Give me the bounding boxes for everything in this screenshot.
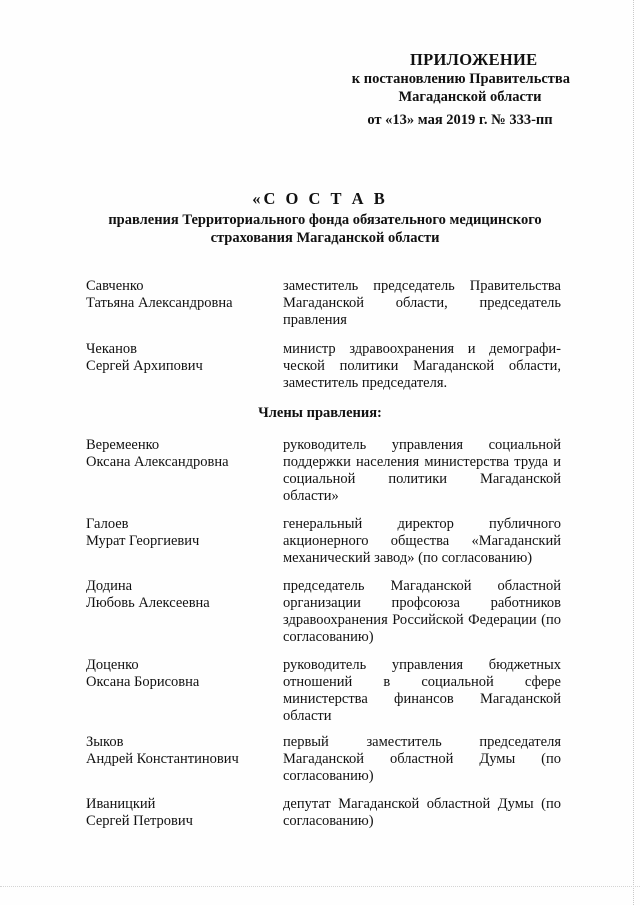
- person-given-name: Татьяна Александровна: [86, 295, 233, 311]
- appendix-label: ПРИЛОЖЕНИЕ: [410, 50, 538, 69]
- person-surname: Чеканов: [86, 341, 137, 357]
- appendix-date: от «13» мая 2019 г. № 333-пп: [367, 112, 553, 128]
- person-role: первый заместитель председателя Магаданской областной Думы (по согласованию): [283, 734, 561, 784]
- person-surname: Веремеенко: [86, 437, 160, 453]
- document-subtitle: правления Территориального фонда обязательного медицинского страхования Магаданской области: [108, 212, 542, 246]
- scan-bottom-line: [0, 886, 640, 888]
- person-surname: Додина: [86, 578, 133, 594]
- person-role: председатель Магаданской областной организации профсоюза работников здравоохранения Российской Федерации (по согласованию): [283, 578, 561, 645]
- appendix-header: [300, 50, 580, 129]
- person-role: руководитель управления бюджетных отношений в социальной сфере министерства финансов Магаданской области: [283, 657, 561, 724]
- person-given-name: Любовь Алексеевна: [86, 595, 210, 611]
- person-name: [86, 657, 271, 691]
- person-name: [86, 437, 271, 471]
- person-given-name: Сергей Архипович: [86, 358, 203, 374]
- person-name: [86, 341, 271, 375]
- person-role: руководитель управления социальной поддержки населения министерства труда и социальной политики Магаданской области»: [283, 437, 561, 504]
- members-heading: Члены правления:: [258, 405, 382, 421]
- person-name: [86, 516, 271, 550]
- person-given-name: Сергей Петрович: [86, 813, 193, 829]
- person-given-name: Оксана Александровна: [86, 454, 229, 470]
- person-surname: Иваницкий: [86, 796, 156, 812]
- person-given-name: Оксана Борисовна: [86, 674, 200, 690]
- person-surname: Доценко: [86, 657, 139, 673]
- person-role: министр здравоохранения и демографи-ческой политики Магаданской области, заместитель председателя.: [283, 341, 561, 391]
- person-surname: Савченко: [86, 278, 144, 294]
- person-role: заместитель председатель Правительства Магаданской области, председатель правления: [283, 278, 561, 328]
- person-name: [86, 796, 271, 830]
- appendix-line-1: к постановлению Правительства: [351, 71, 570, 87]
- person-given-name: Мурат Георгиевич: [86, 533, 200, 549]
- person-surname: Галоев: [86, 516, 129, 532]
- appendix-line-2: Магаданской области: [398, 89, 542, 105]
- person-role: генеральный директор публичного акционерного общества «Магаданский механический завод» (по согласованию): [283, 516, 561, 566]
- person-surname: Зыков: [86, 734, 124, 750]
- person-name: [86, 278, 271, 312]
- scan-edge-line: [632, 0, 634, 905]
- person-given-name: Андрей Константинович: [86, 751, 239, 767]
- document-title: «С О С Т А В: [252, 189, 388, 208]
- person-name: [86, 578, 271, 612]
- person-role: депутат Магаданской областной Думы (по согласованию): [283, 796, 561, 829]
- person-name: [86, 734, 271, 768]
